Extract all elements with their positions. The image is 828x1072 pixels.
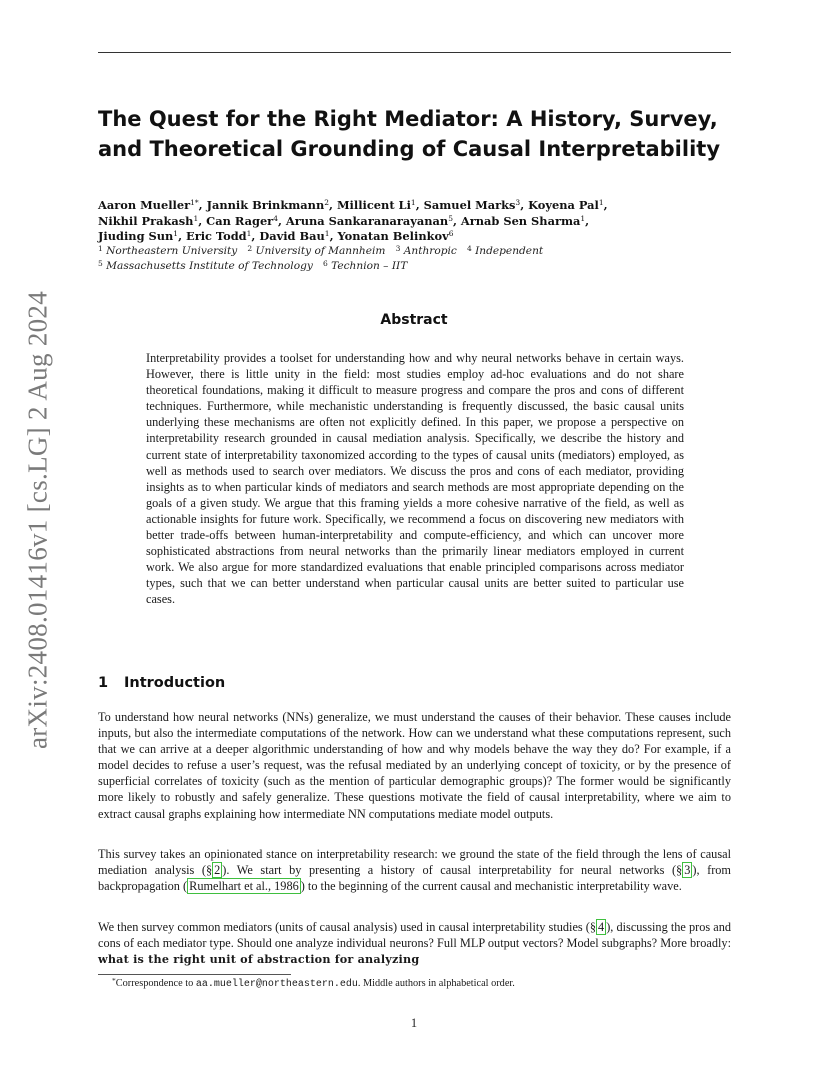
section-ref-link[interactable]: 3 <box>684 863 691 878</box>
section-ref-link[interactable]: 2 <box>214 863 221 878</box>
paper-title: The Quest for the Right Mediator: A History, Survey, and Theoretical Grounding of Causal Interpretability <box>98 107 721 161</box>
section-number: 1 <box>98 675 109 691</box>
affiliation: $^3$ Anthropic <box>395 244 457 257</box>
section-heading <box>98 675 225 691</box>
abstract-heading: Abstract <box>380 312 448 328</box>
author: Eric Todd$^1$ <box>186 229 252 243</box>
intro-paragraph-1: To understand how neural networks (NNs) generalize, we must understand the causes of their behavior. These causes include inputs, but also the intermediate computations of the network. How can we understand what these computations represent, such that we can arrive at a deeper algorithmic understanding of how and why models behave the way they do? For example, if a model decides to refuse a user’s request, was the refusal mediated by an underlying concept of toxicity, or by the presence of superficial correlates of toxicity (such as the mention of particular demographic groups)? The former would be significantly more likely to robustly and safely generalize. These questions motivate the field of causal interpretability, where we aim to extract causal graphs explaining how intermediate NN computations mediate model outputs. <box>98 710 731 821</box>
affiliation: $^6$ Technion – IIT <box>322 259 408 272</box>
author: Koyena Pal$^1$ <box>528 198 604 212</box>
affiliation: $^4$ Independent <box>466 244 544 257</box>
author: David Bau$^1$ <box>259 229 330 243</box>
intro-paragraph-2: This survey takes an opinionated stance on interpretability research: we ground the state of the field through the lens of causal mediation analysis (§ 2 ). We start by presenting a history of causal interpretability for neural networks (§ 3 ), from backpropagation ( Rumelhart et al., 1986 ) to the beginning of the current causal and mechanistic interpretability wave. <box>98 847 731 894</box>
section-title: Introduction <box>124 675 226 691</box>
footnote: *Correspondence to aa.mueller@northeastern.edu. Middle authors in alphabetical order. <box>112 976 515 990</box>
footnote-rule <box>98 974 291 975</box>
affiliation: $^1$ Northeastern University <box>98 244 238 257</box>
author: Jiuding Sun$^1$ <box>98 229 179 243</box>
page-number: 1 <box>410 1016 418 1030</box>
author: Nikhil Prakash$^1$ <box>98 213 199 228</box>
affiliation: $^2$ University of Mannheim <box>247 244 386 257</box>
author: Millicent Li$^1$ <box>336 198 416 212</box>
author: Yonatan Belinkov$^6$ <box>337 229 454 243</box>
intro-paragraph-3: We then survey common mediators (units of causal analysis) used in causal interpretability studies (§ 4 ), discussing the pros and cons of each mediator type. Should one analyze individual neurons? Full MLP output vectors? Model subgraphs? More broadly: what is the right unit of abstraction for analyzing <box>98 920 731 967</box>
author: Jannik Brinkmann$^2$ <box>206 198 330 212</box>
section-ref-link[interactable]: 4 <box>598 920 605 934</box>
author: Arnab Sen Sharma$^1$ <box>460 213 586 228</box>
affiliation: $^5$ Massachusetts Institute of Technology <box>98 259 313 272</box>
emphasis-text: what is the right unit of abstraction for analyzing <box>98 952 420 967</box>
affiliation-list <box>98 244 738 274</box>
author: Aruna Sankaranarayanan$^5$ <box>285 213 453 228</box>
author: Can Rager$^4$ <box>206 213 278 228</box>
citation-link[interactable]: Rumelhart et al., 1986 <box>189 879 299 894</box>
author-list: Aaron Mueller$^{1*}$, Jannik Brinkmann$^2$, Millicent Li$^1$, Samuel Marks$^3$, Koyena Pal$^1$, Nikhil Prakash$^1$, Can Rager$^4$, Aruna Sankaranarayanan$^5$, Arnab Sen Sharma$^1$, Jiuding Sun$^1$, Eric Todd$^1$, David Bau$^1$, Yonatan Belinkov$^6$ <box>98 198 608 243</box>
header-rule <box>98 52 731 53</box>
email-link[interactable]: aa.mueller@northeastern.edu <box>195 979 358 990</box>
author: Aaron Mueller$^{1*}$ <box>98 198 199 212</box>
abstract-text: Interpretability provides a toolset for understanding how and why neural networks behave in certain ways. However, there is little unity in the field: most studies employ ad-hoc evaluations and do not share theoretical foundations, making it difficult to measure progress and compare the pros and cons of different techniques. Furthermore, while mechanistic understanding is frequently discussed, the basic causal units underlying these mechanisms are often not explicitly defined. In this paper, we propose a perspective on interpretability research grounded in causal mediation analysis. Specifically, we describe the history and current state of interpretability taxonomized according to the types of causal units (mediators) employed, as well as methods used to search over mediators. We discuss the pros and cons of each mediator, providing insights as to when particular kinds of mediators and search methods are most appropriate depending on the goals of a given study. We argue that this framing yields a more cohesive narrative of the field, as well as actionable insights for future work. Specifically, we recommend a focus on discovering new mediators with better trade-offs between human-interpretability and compute-efficiency, and which can uncover more sophisticated abstractions from neural networks than the primarily linear mediators employed in current work. We also argue for more standardized evaluations that enable principled comparisons across mediator types, such that we can better understand when particular causal units are better suited to particular use cases. <box>146 351 684 607</box>
arxiv-id: arXiv:2408.01416v1 [cs.LG] 2 Aug 2024 <box>22 290 53 750</box>
author: Samuel Marks$^3$ <box>423 198 521 212</box>
